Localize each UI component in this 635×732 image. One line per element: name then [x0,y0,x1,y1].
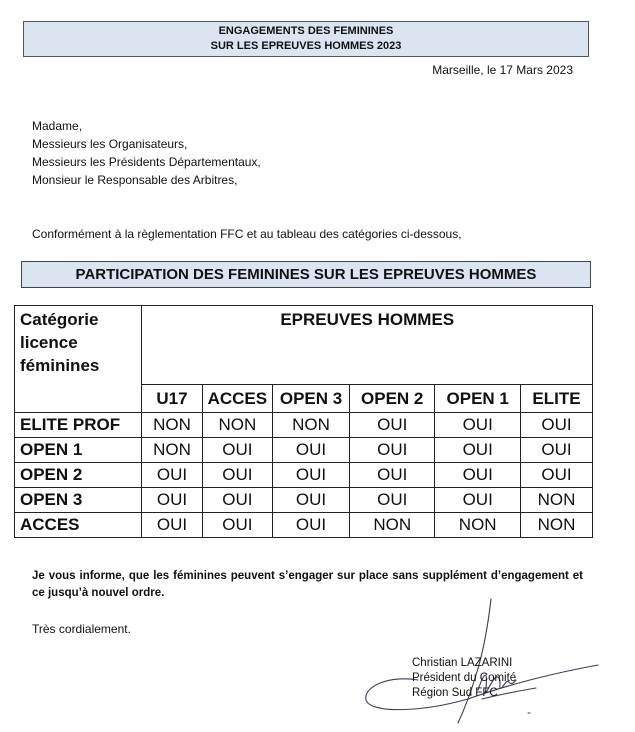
signatory-role: Président du Comité [412,672,517,684]
table-cell: OUI [349,488,434,513]
table-row [15,438,593,463]
table-cell: OUI [202,438,273,463]
signatory-block [412,656,516,701]
table-cell: OUI [273,513,350,538]
table-cell: NON [520,488,592,513]
category-header-line: Catégorie [20,310,99,329]
table-cell: OUI [273,463,350,488]
table-cell: OUI [142,513,202,538]
category-header-line: licence [20,333,78,352]
table-cell: NON [349,513,434,538]
column-header: ACCES [202,385,273,413]
row-label: ELITE PROF [15,413,142,438]
intro-paragraph: Conformément à la règlementation FFC et au tableau des catégories ci-dessous, [32,227,462,241]
document-title-box [23,21,589,57]
table-cell: NON [142,413,202,438]
table-cell: NON [273,413,350,438]
signatory-org: Région Sud FFC [412,687,498,699]
title-line-2: SUR LES EPREUVES HOMMES 2023 [210,40,402,52]
column-header: OPEN 2 [349,385,434,413]
table-cell: NON [142,438,202,463]
row-label: OPEN 2 [15,463,142,488]
letter-date: Marseille, le 17 Mars 2023 [432,63,573,77]
table-cell: OUI [202,488,273,513]
table-cell: OUI [435,463,520,488]
table-cell: OUI [202,463,273,488]
table-row [15,513,593,538]
table-cell: OUI [435,488,520,513]
column-header: OPEN 3 [273,385,350,413]
table-cell: OUI [142,463,202,488]
table-cell: OUI [435,438,520,463]
salutation-line: Madame, [32,119,83,133]
column-header: OPEN 1 [435,385,520,413]
table-cell: OUI [520,413,592,438]
column-header: ELITE [520,385,592,413]
row-label: OPEN 1 [15,438,142,463]
table-cell: OUI [349,438,434,463]
salutation-line: Monsieur le Responsable des Arbitres, [32,173,238,187]
notice-paragraph: Je vous informe, que les féminines peuvent s’engager sur place sans supplément d’engagement et ce jusqu’à nouvel ordre. [32,570,583,599]
row-label: OPEN 3 [15,488,142,513]
closing-line: Très cordialement. [32,622,131,636]
title-line-1: ENGAGEMENTS DES FEMININES [218,25,394,37]
table-cell: OUI [435,413,520,438]
salutation-block [32,117,261,189]
table-row [15,463,593,488]
table-cell: OUI [349,463,434,488]
category-header [15,306,142,413]
row-label: ACCES [15,513,142,538]
table-cell: OUI [142,488,202,513]
table-cell: NON [520,513,592,538]
table-cell: OUI [202,513,273,538]
salutation-line: Messieurs les Présidents Départementaux, [32,155,261,169]
events-header: EPREUVES HOMMES [142,306,593,385]
table-header-row [15,306,593,385]
table-cell: OUI [273,488,350,513]
table-row [15,488,593,513]
table-cell: NON [435,513,520,538]
table-banner: PARTICIPATION DES FEMININES SUR LES EPREUVES HOMMES [21,261,591,288]
table-row [15,413,593,438]
table-cell: OUI [273,438,350,463]
table-cell: OUI [349,413,434,438]
column-header: U17 [142,385,202,413]
signatory-name: Christian LAZARINI [412,657,513,669]
participation-table [14,305,593,538]
table-cell: NON [202,413,273,438]
table-cell: OUI [520,463,592,488]
table-cell: OUI [520,438,592,463]
salutation-line: Messieurs les Organisateurs, [32,137,188,151]
category-header-line: féminines [20,356,100,375]
